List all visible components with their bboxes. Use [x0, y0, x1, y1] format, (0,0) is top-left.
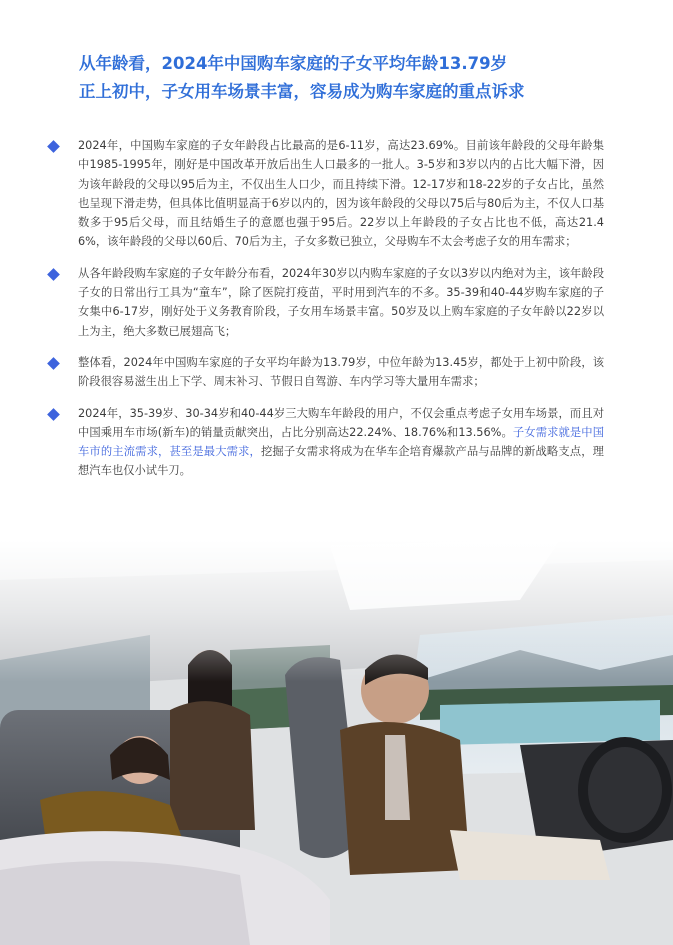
- bullet-text-tail: 挖掘子女需求将成为在华车企培育爆款产品与品牌的新战略支点，理想汽车也仅小试牛刀。: [78, 445, 604, 478]
- bullet-text: 2024年，中国购车家庭的子女年龄段占比最高的是6-11岁，高达23.69%。目前该年龄段的父母年龄集中1985-1995年，刚好是中国改革开放后出生人口最多的一批人。3-5岁和3岁以内的占比大幅下滑，因为该年龄段的父母以95后为主，不仅出生人口少，而且持续下滑。12-17岁和18-22岁的子女占比，虽然也呈现下滑走势，但具体比值明显高于6岁以内的，因为该年龄段的父母以75后与80后为主，不仅人口基数多于95后父母，而且结婚生子的意愿也强于95后。22岁以上年龄段的子女占比也不低，高达21.46%，该年龄段的父母以60后、70后为主，子女多数已独立，父母购车不太会考虑子女的用车需求；: [78, 139, 604, 249]
- bullet-item: [44, 404, 604, 481]
- section-title: [79, 50, 639, 106]
- bullet-text: 整体看，2024年中国购车家庭的子女平均年龄为13.79岁，中位年龄为13.45岁，都处于上初中阶段，该阶段很容易滋生出上下学、周末补习、节假日自驾游、车内学习等大量用车需求；: [78, 355, 604, 389]
- bullet-list: [44, 136, 604, 493]
- title-line-1: 从年龄看，2024年中国购车家庭的子女平均年龄13.79岁: [79, 54, 508, 73]
- bullet-item: [44, 353, 604, 392]
- car-interior-photo: [0, 540, 673, 945]
- bullet-text: 从各年龄段购车家庭的子女年龄分布看，2024年30岁以内购车家庭的子女以3岁以内绝对为主，该年龄段子女的日常出行工具为“童车”，除了医院打疫苗，平时用到汽车的不多。35-39和40-44岁购车家庭的子女集中6-17岁，刚好处于义务教育阶段，子女用车场景丰富。50岁及以上购车家庭的子女年龄以22岁以上为主，绝大多数已展翅高飞；: [78, 266, 604, 338]
- diamond-bullet-icon: [47, 268, 60, 281]
- diamond-bullet-icon: [47, 140, 60, 153]
- bullet-text: 2024年，35-39岁、30-34岁和40-44岁三大购车年龄段的用户，不仅会重点考虑子女用车场景，而且对中国乘用车市场(新车)的销量贡献突出，占比分别高达22.24%、18.76%和13.56%。: [78, 406, 604, 439]
- diamond-bullet-icon: [47, 408, 60, 421]
- highlighted-text: 子女需求就是中国车市的主流需求，甚至是最大需求，: [78, 425, 604, 459]
- bullet-item: [44, 264, 604, 341]
- bullet-item: [44, 136, 604, 252]
- bullet-text-mixed: [78, 404, 604, 481]
- diamond-bullet-icon: [47, 357, 60, 370]
- title-line-2: 正上初中，子女用车场景丰富，容易成为购车家庭的重点诉求: [79, 82, 525, 101]
